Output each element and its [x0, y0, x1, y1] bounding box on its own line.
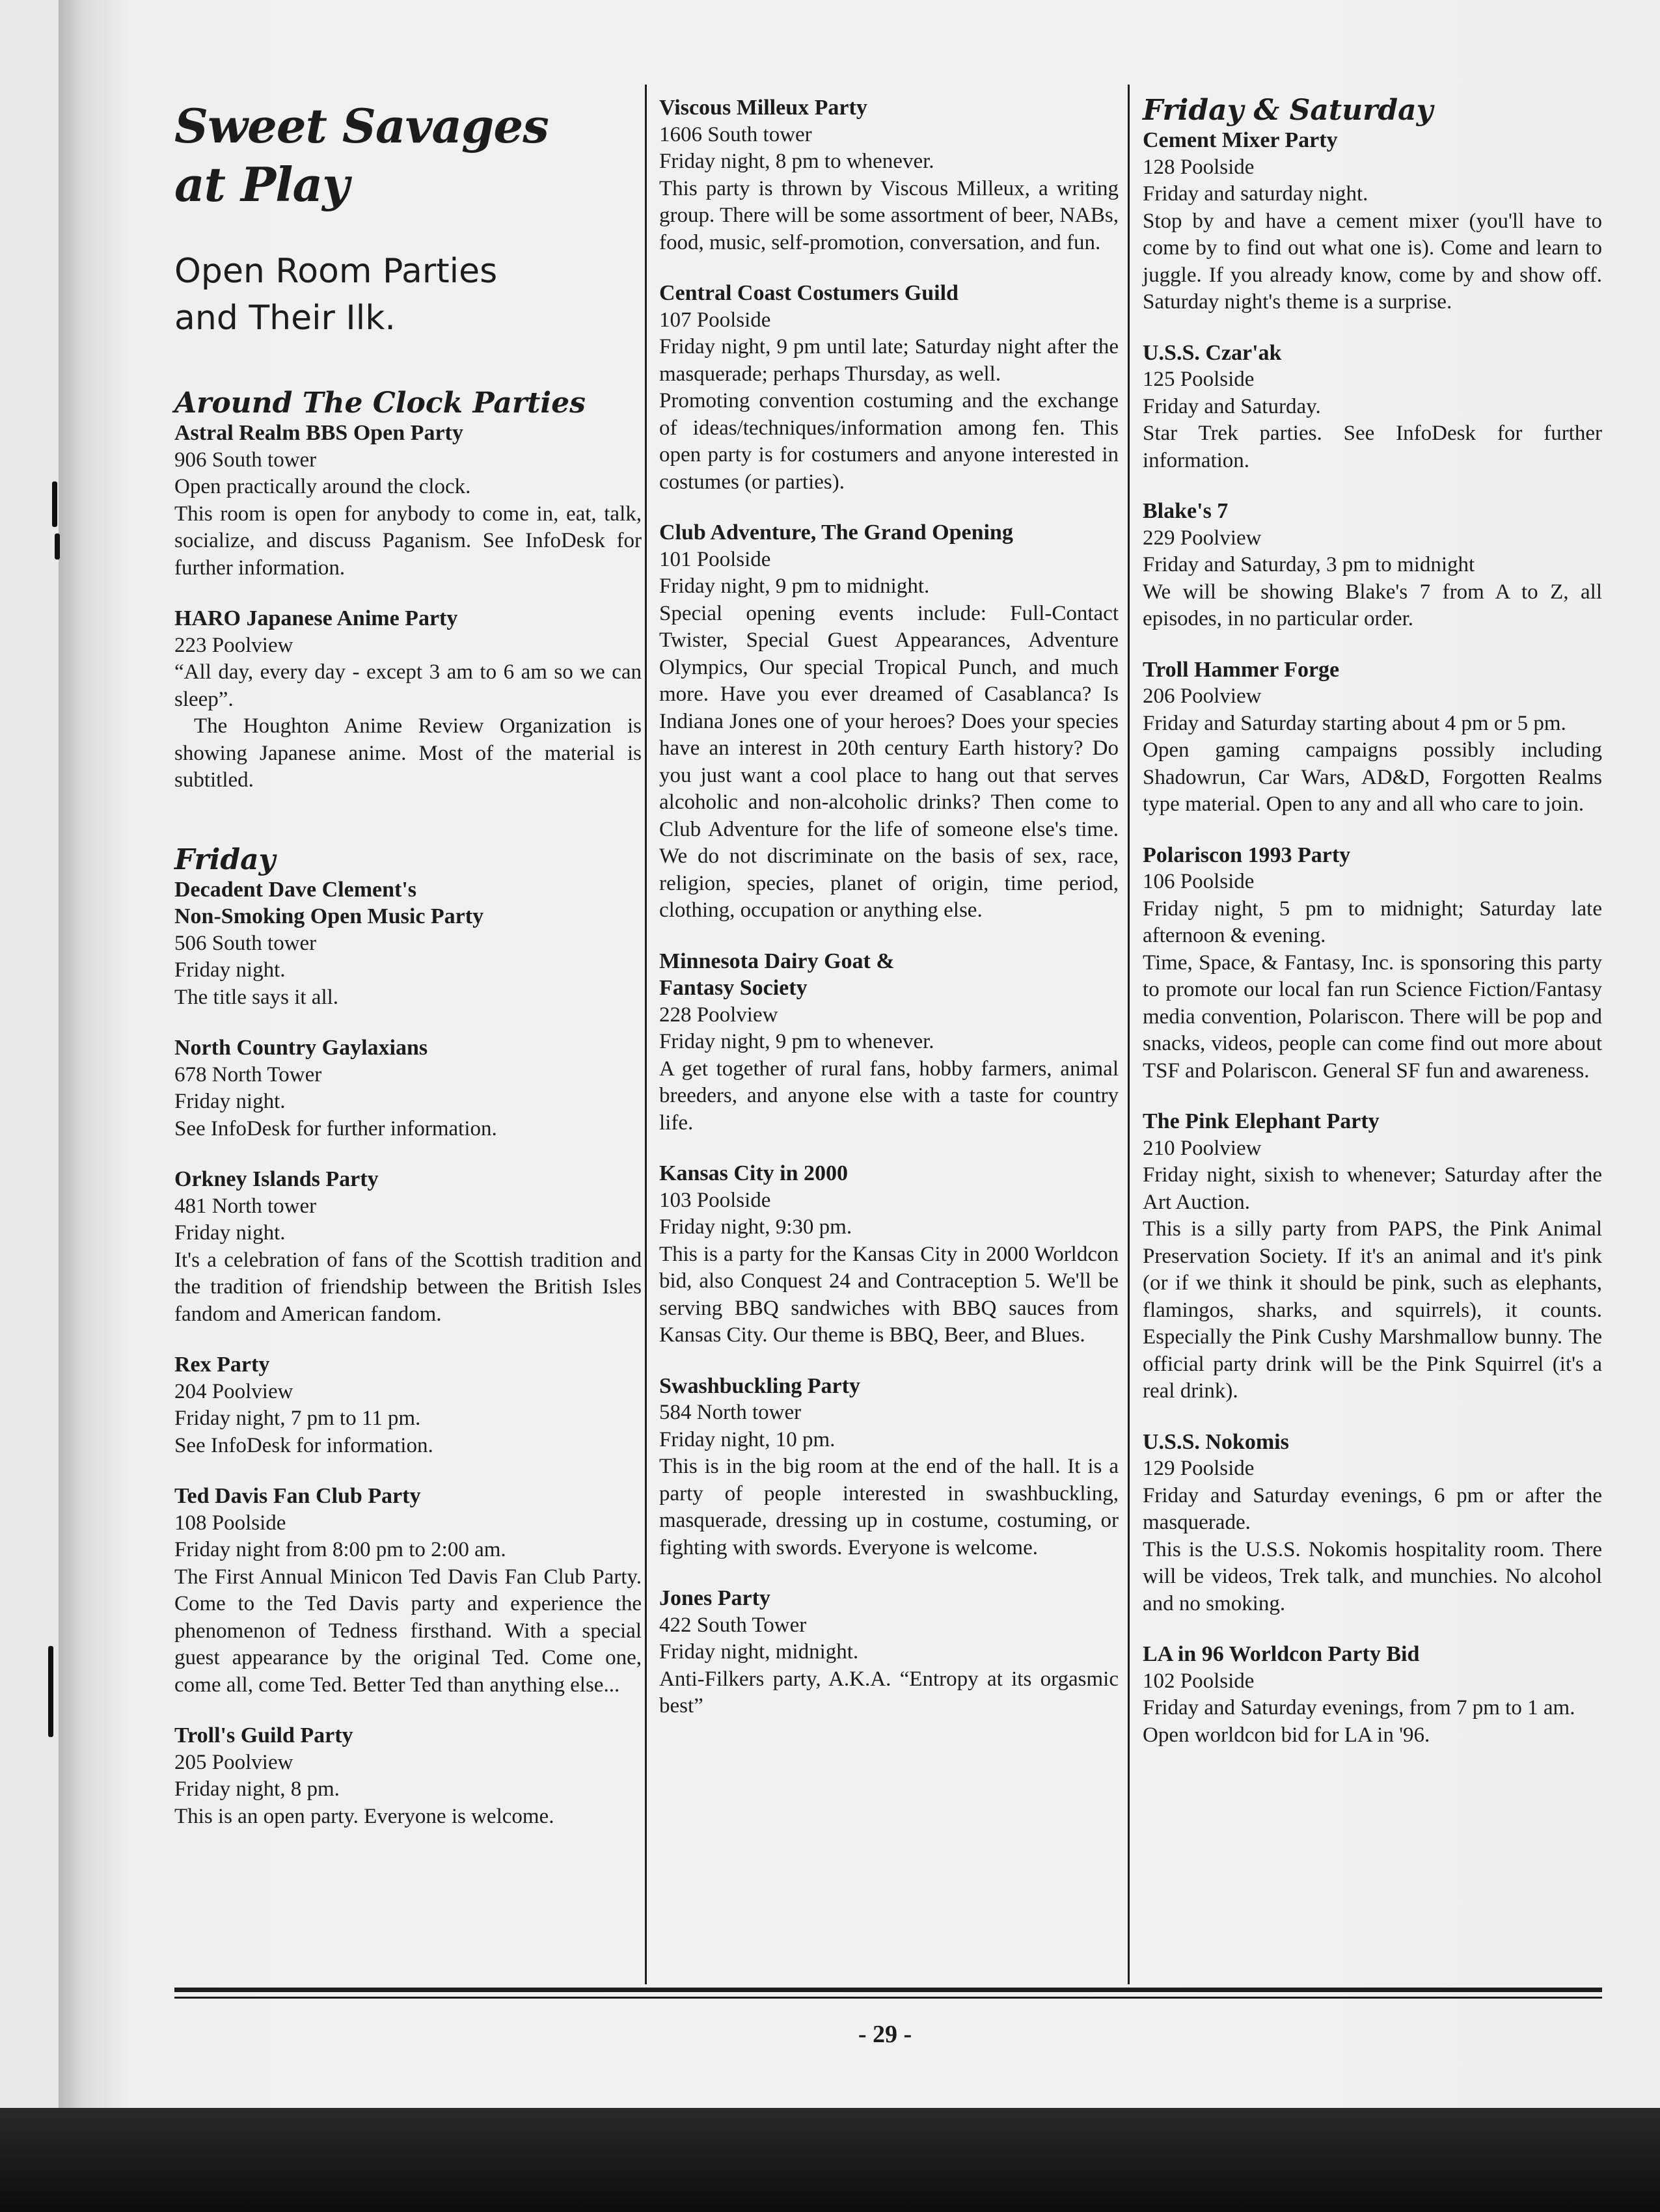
- page-title: [174, 97, 642, 214]
- party-time: Friday and Saturday evenings, from 7 pm to 1 am.: [1143, 1696, 1575, 1720]
- party-description: This is in the big room at the end of the hall. It is a party of people interested in swashbuckling, masquerade, dressing up in costume, costuming, or fighting with swords. Everyone is welcome.: [659, 1455, 1119, 1559]
- footer-rule: [174, 1997, 1602, 1999]
- party-description: Time, Space, & Fantasy, Inc. is sponsoring this party to promote our local fan run Science Fiction/Fantasy media convention, Polariscon. There will be pop and snacks, videos, people can come find out more about TSF and Polariscon. General SF fun and awareness.: [1143, 951, 1602, 1083]
- column-2: [659, 94, 1119, 1744]
- section-heading: Friday: [174, 843, 276, 876]
- party-time: Friday night, 9 pm to whenever.: [659, 1030, 934, 1053]
- party-time: Friday and Saturday evenings, 6 pm or after the masquerade.: [1143, 1483, 1602, 1534]
- party-name: Rex Party: [174, 1353, 270, 1377]
- party-time: “All day, every day - except 3 am to 6 am so we can sleep”.: [174, 660, 642, 711]
- column-3: [1143, 94, 1602, 1772]
- party-description: We will be showing Blake's 7 from A to Z, all episodes, in no particular order.: [1143, 580, 1602, 630]
- party-time: Friday night, 9 pm to midnight.: [659, 574, 930, 598]
- party-entry: [1143, 656, 1602, 818]
- party-entry: [659, 280, 1119, 496]
- party-time: Friday night from 8:00 pm to 2:00 am.: [174, 1538, 506, 1561]
- party-location: 204 Poolview: [174, 1379, 293, 1403]
- party-time: Friday night, 8 pm to whenever.: [659, 150, 934, 173]
- party-description: A get together of rural fans, hobby farmers, animal breeders, and anyone else with a taste for country life.: [659, 1057, 1119, 1135]
- party-entry: [174, 1722, 642, 1830]
- party-description: Special opening events include: Full-Contact Twister, Special Guest Appearances, Adventure Olympics, Our special Tropical Punch, and much more. Have you ever dreamed of Casablanca? Is Indiana Jones one of your heroes? Does your species have an interest in 20th century Earth history? Do you just want a cool place to hang out that serves alcoholic and non-alcoholic drinks? Then come to Club Adventure for the life of someone else's time. We do not discriminate on the basis of sex, race, religion, species, planet of origin, time period, clothing, occupation or anything else.: [659, 601, 1119, 922]
- party-location: 101 Poolside: [659, 547, 771, 571]
- party-description: This is a party for the Kansas City in 2000 Worldcon bid, also Conquest 24 and Contraception 5. We'll be serving BBQ sandwiches with BBQ sauces from Kansas City. Our theme is BBQ, Beer, and Blues.: [659, 1242, 1119, 1347]
- party-location: 906 South tower: [174, 448, 317, 472]
- party-description: This party is thrown by Viscous Milleux, a writing group. There will be some assortment of beer, NABs, food, music, self-promotion, conversation, and fun.: [659, 176, 1119, 254]
- party-description: This is an open party. Everyone is welcome.: [174, 1804, 554, 1828]
- party-location: 107 Poolside: [659, 308, 771, 332]
- party-location: 125 Poolside: [1143, 368, 1255, 391]
- footer-rule: [174, 1988, 1602, 1992]
- party-name: Kansas City in 2000: [659, 1161, 848, 1185]
- party-location: 1606 South tower: [659, 122, 812, 146]
- party-entry: [659, 1373, 1119, 1562]
- party-time: Friday night, 7 pm to 11 pm.: [174, 1407, 421, 1430]
- party-description: The title says it all.: [174, 985, 339, 1009]
- party-entry: [174, 1483, 642, 1699]
- party-name: Decadent Dave Clement's: [174, 877, 417, 902]
- party-name: Troll's Guild Party: [174, 1723, 353, 1747]
- party-time: Friday and Saturday starting about 4 pm or 5 pm.: [1143, 711, 1566, 735]
- party-location: 422 South Tower: [659, 1613, 807, 1637]
- party-description: Anti-Filkers party, A.K.A. “Entropy at its orgasmic best”: [659, 1667, 1119, 1718]
- party-time: Friday night, 9 pm until late; Saturday night after the masquerade; perhaps Thursday, as well.: [659, 335, 1119, 386]
- party-description: This is a silly party from PAPS, the Pink Animal Preservation Society. If it's an animal and it's pink (or if we think it should be pink, such as elephants, flamingos, sharks, and squirrels), it counts. Especially the Pink Cushy Marshmallow bunny. The official party drink will be the Pink Squirrel (it's a real drink).: [1143, 1217, 1602, 1403]
- party-entry: [659, 1160, 1119, 1349]
- party-entry: [1143, 1108, 1602, 1405]
- party-entry: [174, 1034, 642, 1142]
- page-subtitle: [174, 248, 642, 342]
- party-time: Friday and saturday night.: [1143, 182, 1368, 206]
- party-name: Non-Smoking Open Music Party: [174, 904, 484, 928]
- party-entry: [1143, 842, 1602, 1085]
- party-entry: [174, 876, 642, 1012]
- party-location: 481 North tower: [174, 1194, 317, 1218]
- party-description: Promoting convention costuming and the exchange of ideas/techniques/information among fen. This open party is for costumers and anyone interested in costumes (or parties).: [659, 389, 1119, 494]
- section-heading: Around The Clock Parties: [174, 386, 586, 420]
- party-location: 223 Poolview: [174, 633, 293, 657]
- party-name: Swashbuckling Party: [659, 1373, 860, 1398]
- party-description: This room is open for anybody to come in, eat, talk, socialize, and discuss Paganism. See InfoDesk for further information.: [174, 502, 642, 580]
- party-name: HARO Japanese Anime Party: [174, 606, 458, 630]
- subtitle-line: Open Room Parties: [174, 252, 498, 291]
- party-name: Orkney Islands Party: [174, 1167, 379, 1191]
- party-description: This is the U.S.S. Nokomis hospitality room. There will be videos, Trek talk, and munchies. No alcohol and no smoking.: [1143, 1537, 1602, 1615]
- party-name: The Pink Elephant Party: [1143, 1109, 1380, 1133]
- party-time: Friday night, 10 pm.: [659, 1427, 836, 1451]
- party-name: North Country Gaylaxians: [174, 1036, 428, 1060]
- party-entry: [174, 1166, 642, 1328]
- section-heading: Friday & Saturday: [1143, 94, 1434, 127]
- column-1: [174, 94, 642, 1854]
- party-location: 129 Poolside: [1143, 1457, 1255, 1480]
- party-location: 210 Poolview: [1143, 1136, 1262, 1160]
- party-location: 228 Poolview: [659, 1003, 778, 1027]
- party-entry: [1143, 127, 1602, 316]
- party-name: Astral Realm BBS Open Party: [174, 421, 463, 445]
- party-entry: [174, 1351, 642, 1459]
- party-name: Club Adventure, The Grand Opening: [659, 520, 1013, 545]
- party-description: Star Trek parties. See InfoDesk for further information.: [1143, 422, 1602, 472]
- party-name: U.S.S. Czar'ak: [1143, 340, 1282, 365]
- party-description: The Houghton Anime Review Organization is showing Japanese anime. Most of the material is subtitled.: [174, 714, 642, 792]
- party-entry: [174, 420, 642, 582]
- title-line: Sweet Savages: [174, 98, 549, 154]
- page-number: - 29 -: [858, 2021, 912, 2048]
- party-name: Minnesota Dairy Goat &: [659, 949, 895, 973]
- party-time: Friday and Saturday.: [1143, 394, 1321, 418]
- party-time: Friday night.: [174, 1221, 286, 1245]
- party-time: Friday and Saturday, 3 pm to midnight: [1143, 553, 1475, 576]
- party-description: It's a celebration of fans of the Scottish tradition and the tradition of friendship between the British Isles fandom and American fandom.: [174, 1248, 642, 1326]
- party-entry: [659, 1585, 1119, 1720]
- party-time: Friday night, 9:30 pm.: [659, 1215, 852, 1239]
- party-description: See InfoDesk for further information.: [174, 1116, 497, 1140]
- party-name: Polariscon 1993 Party: [1143, 843, 1351, 867]
- party-description: Stop by and have a cement mixer (you'll have to come by to find out what one is). Come and learn to juggle. If you already know, come by and show off. Saturday night's theme is a surprise.: [1143, 209, 1602, 314]
- party-description: The First Annual Minicon Ted Davis Fan Club Party. Come to the Ted Davis party and experience the phenomenon of Tedness firsthand. With a special guest appearance by the original Ted. Come one, come all, come Ted. Better Ted than anything else...: [174, 1565, 642, 1697]
- party-name: Fantasy Society: [659, 976, 808, 1000]
- party-name: Troll Hammer Forge: [1143, 657, 1340, 682]
- party-name: Central Coast Costumers Guild: [659, 281, 959, 305]
- party-location: 229 Poolview: [1143, 526, 1262, 550]
- party-name: Jones Party: [659, 1586, 770, 1610]
- party-name: Ted Davis Fan Club Party: [174, 1484, 421, 1508]
- party-location: 106 Poolside: [1143, 870, 1255, 893]
- party-location: 678 North Tower: [174, 1062, 322, 1086]
- party-name: LA in 96 Worldcon Party Bid: [1143, 1642, 1420, 1666]
- party-entry: [1143, 1641, 1602, 1749]
- party-name: Blake's 7: [1143, 499, 1229, 523]
- party-entry: [659, 948, 1119, 1137]
- binding-mark: [52, 481, 57, 527]
- party-time: Friday night, sixish to whenever; Saturday after the Art Auction.: [1143, 1163, 1602, 1214]
- party-time: Friday night, midnight.: [659, 1640, 859, 1664]
- party-entry: [659, 94, 1119, 256]
- party-time: Friday night.: [174, 958, 286, 982]
- party-description: See InfoDesk for information.: [174, 1433, 433, 1457]
- column-divider: [1128, 85, 1130, 1984]
- party-description: Open worldcon bid for LA in '96.: [1143, 1723, 1430, 1747]
- party-time: Friday night, 8 pm.: [174, 1777, 340, 1801]
- party-entry: [1143, 498, 1602, 633]
- binding-mark: [48, 1646, 53, 1737]
- party-location: 506 South tower: [174, 931, 317, 955]
- column-divider: [645, 85, 647, 1984]
- party-entry: [1143, 1429, 1602, 1618]
- party-time: Friday night.: [174, 1090, 286, 1113]
- party-location: 128 Poolside: [1143, 155, 1255, 179]
- party-location: 206 Poolview: [1143, 684, 1262, 708]
- party-location: 205 Poolview: [174, 1750, 293, 1774]
- party-entry: [1143, 340, 1602, 475]
- binding-mark: [55, 533, 60, 560]
- scanner-edge: [0, 2108, 1660, 2212]
- party-description: Open gaming campaigns possibly including Shadowrun, Car Wars, AD&D, Forgotten Realms type material. Open to any and all who care to join.: [1143, 738, 1602, 816]
- party-name: U.S.S. Nokomis: [1143, 1429, 1289, 1454]
- party-time: Friday night, 5 pm to midnight; Saturday late afternoon & evening.: [1143, 897, 1602, 947]
- subtitle-line: and Their Ilk.: [174, 299, 396, 338]
- party-location: 103 Poolside: [659, 1188, 771, 1212]
- party-name: Cement Mixer Party: [1143, 128, 1338, 152]
- party-location: 108 Poolside: [174, 1511, 286, 1535]
- party-entry: [659, 519, 1119, 924]
- party-name: Viscous Milleux Party: [659, 96, 867, 120]
- party-entry: [174, 605, 642, 794]
- title-line: at Play: [174, 157, 349, 212]
- party-time: Open practically around the clock.: [174, 475, 471, 498]
- party-location: 584 North tower: [659, 1401, 802, 1424]
- party-location: 102 Poolside: [1143, 1669, 1255, 1693]
